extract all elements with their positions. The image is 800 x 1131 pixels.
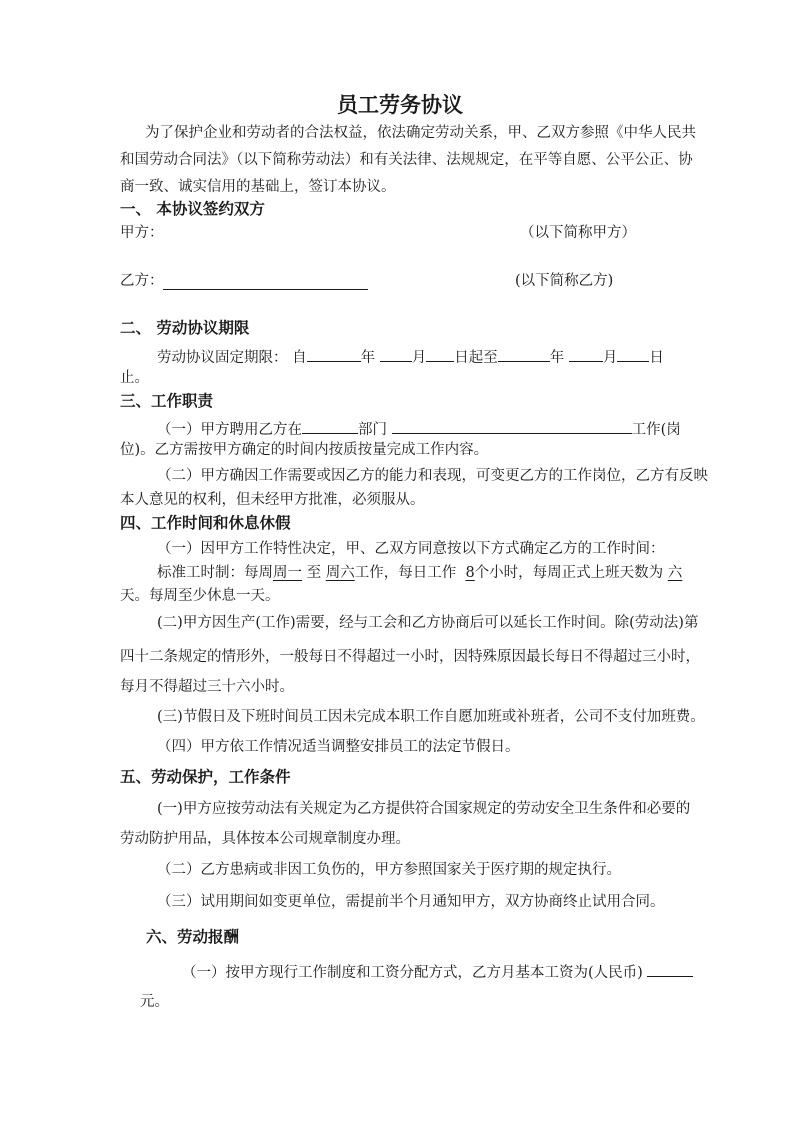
end-day-blank[interactable]	[617, 345, 649, 362]
section-6-heading: 六、劳动报酬	[146, 928, 240, 946]
position-blank[interactable]	[392, 417, 632, 434]
document-title: 员工劳务协议	[337, 93, 463, 117]
year-word-2: 年	[549, 350, 565, 366]
holiday-overtime-line: (三)节假日及下班时间员工因未完成本职工作自愿加班或补班者，公司不支付加班费。	[157, 709, 705, 725]
std-to-word: 至	[306, 565, 322, 581]
salary-blank[interactable]	[647, 960, 693, 977]
duty-text-1: （一）甲方聘用乙方在	[157, 422, 302, 438]
std-mid: 工作，每日工作	[354, 565, 457, 581]
std-prefix: 标准工时制：每周	[157, 565, 273, 581]
intro-line-3: 商一致、诚实信用的基础上，签订本协议。	[120, 179, 396, 195]
standard-hours-line	[157, 563, 682, 583]
day-word: 日	[649, 350, 664, 366]
std-from-day: 周一	[273, 565, 302, 581]
term-label: 劳动协议固定期限： 自	[157, 350, 307, 366]
section-1-heading: 一、 本协议签约双方	[120, 200, 265, 218]
duty-line-1	[157, 417, 681, 440]
duty-line-3: （二）甲方确因工作需要或因乙方的能力和表现，可变更乙方的工作岗位，乙方有反映	[157, 468, 708, 484]
std-hours: 8	[465, 565, 475, 581]
start-month-blank[interactable]	[380, 345, 412, 362]
section-3-heading: 三、工作职责	[120, 392, 214, 410]
std-to-day: 周六	[325, 565, 355, 581]
worktime-line-1: （一）因甲方工作特性决定，甲、乙双方同意按以下方式确定乙方的工作时间：	[157, 541, 665, 557]
party-b-blank[interactable]	[163, 273, 368, 290]
duty-line-2: 位)。乙方需按甲方确定的时间内按质按量完成工作内容。	[120, 442, 489, 458]
party-b-note: (以下简称乙方)	[515, 273, 614, 289]
overtime-line-2: 四十二条规定的情形外，一般每日不得超过一小时，因特殊原因最长每日不得超过三小时，	[120, 649, 700, 665]
overtime-line-3: 每月不得超过三十六小时。	[120, 679, 294, 695]
std-days: 六	[667, 565, 683, 581]
section-2-heading: 二、 劳动协议期限	[120, 319, 250, 337]
duty-text-2: 工作(岗	[631, 422, 681, 438]
section-4-heading: 四、工作时间和休息休假	[120, 514, 291, 532]
start-year-blank[interactable]	[307, 345, 361, 362]
duty-line-4: 本人意见的权利，但未经甲方批准，必须服从。	[120, 492, 425, 508]
salary-line	[182, 960, 693, 983]
overtime-line-1: (二)甲方因生产(工作)需要，经与工会和乙方协商后可以延长工作时间。除(劳动法)第	[157, 615, 699, 631]
party-a-label: 甲方：	[120, 225, 164, 241]
intro-line-2: 和国劳动合同法》（以下简称劳动法）和有关法律、法规规定，在平等自愿、公平公正、协	[120, 152, 693, 168]
intro-line-1: 为了保护企业和劳动者的合法权益，依法确定劳动关系，甲、乙双方参照《中华人民共	[145, 125, 696, 141]
term-line	[157, 345, 664, 368]
department-word: 部门	[358, 422, 387, 438]
end-month-blank[interactable]	[569, 345, 603, 362]
department-blank[interactable]	[302, 417, 358, 434]
month-word-1: 月	[411, 350, 427, 366]
probation-line: （三）试用期间如变更单位，需提前半个月通知甲方，双方协商终止试用合同。	[157, 894, 665, 910]
standard-hours-line-2: 天。每周至少休息一天。	[120, 588, 280, 604]
end-year-blank[interactable]	[498, 345, 550, 362]
medical-line: （二）乙方患病或非因工负伤的，甲方参照国家关于医疗期的规定执行。	[157, 862, 621, 878]
party-a-note: （以下简称甲方）	[520, 225, 636, 241]
party-b-label: 乙方：	[120, 273, 164, 289]
start-to-word: 日起至	[454, 350, 498, 366]
salary-unit: 元。	[140, 994, 169, 1010]
salary-text: （一）按甲方现行工作制度和工资分配方式，乙方月基本工资为(人民币)	[182, 965, 643, 981]
year-word-1: 年	[360, 350, 376, 366]
std-suffix: 个小时，每周正式上班天数为	[474, 565, 664, 581]
protection-line-2: 劳动防护用品，具体按本公司规章制度办理。	[120, 831, 410, 847]
month-word-2: 月	[602, 350, 618, 366]
term-line-end: 止。	[120, 370, 149, 386]
protection-line-1: (一)甲方应按劳动法有关规定为乙方提供符合国家规定的劳动安全卫生条件和必要的	[157, 801, 691, 817]
holiday-adjust-line: （四）甲方依工作情况适当调整安排员工的法定节假日。	[157, 739, 520, 755]
section-5-heading: 五、劳动保护，工作条件	[120, 768, 291, 786]
start-day-blank[interactable]	[426, 345, 454, 362]
